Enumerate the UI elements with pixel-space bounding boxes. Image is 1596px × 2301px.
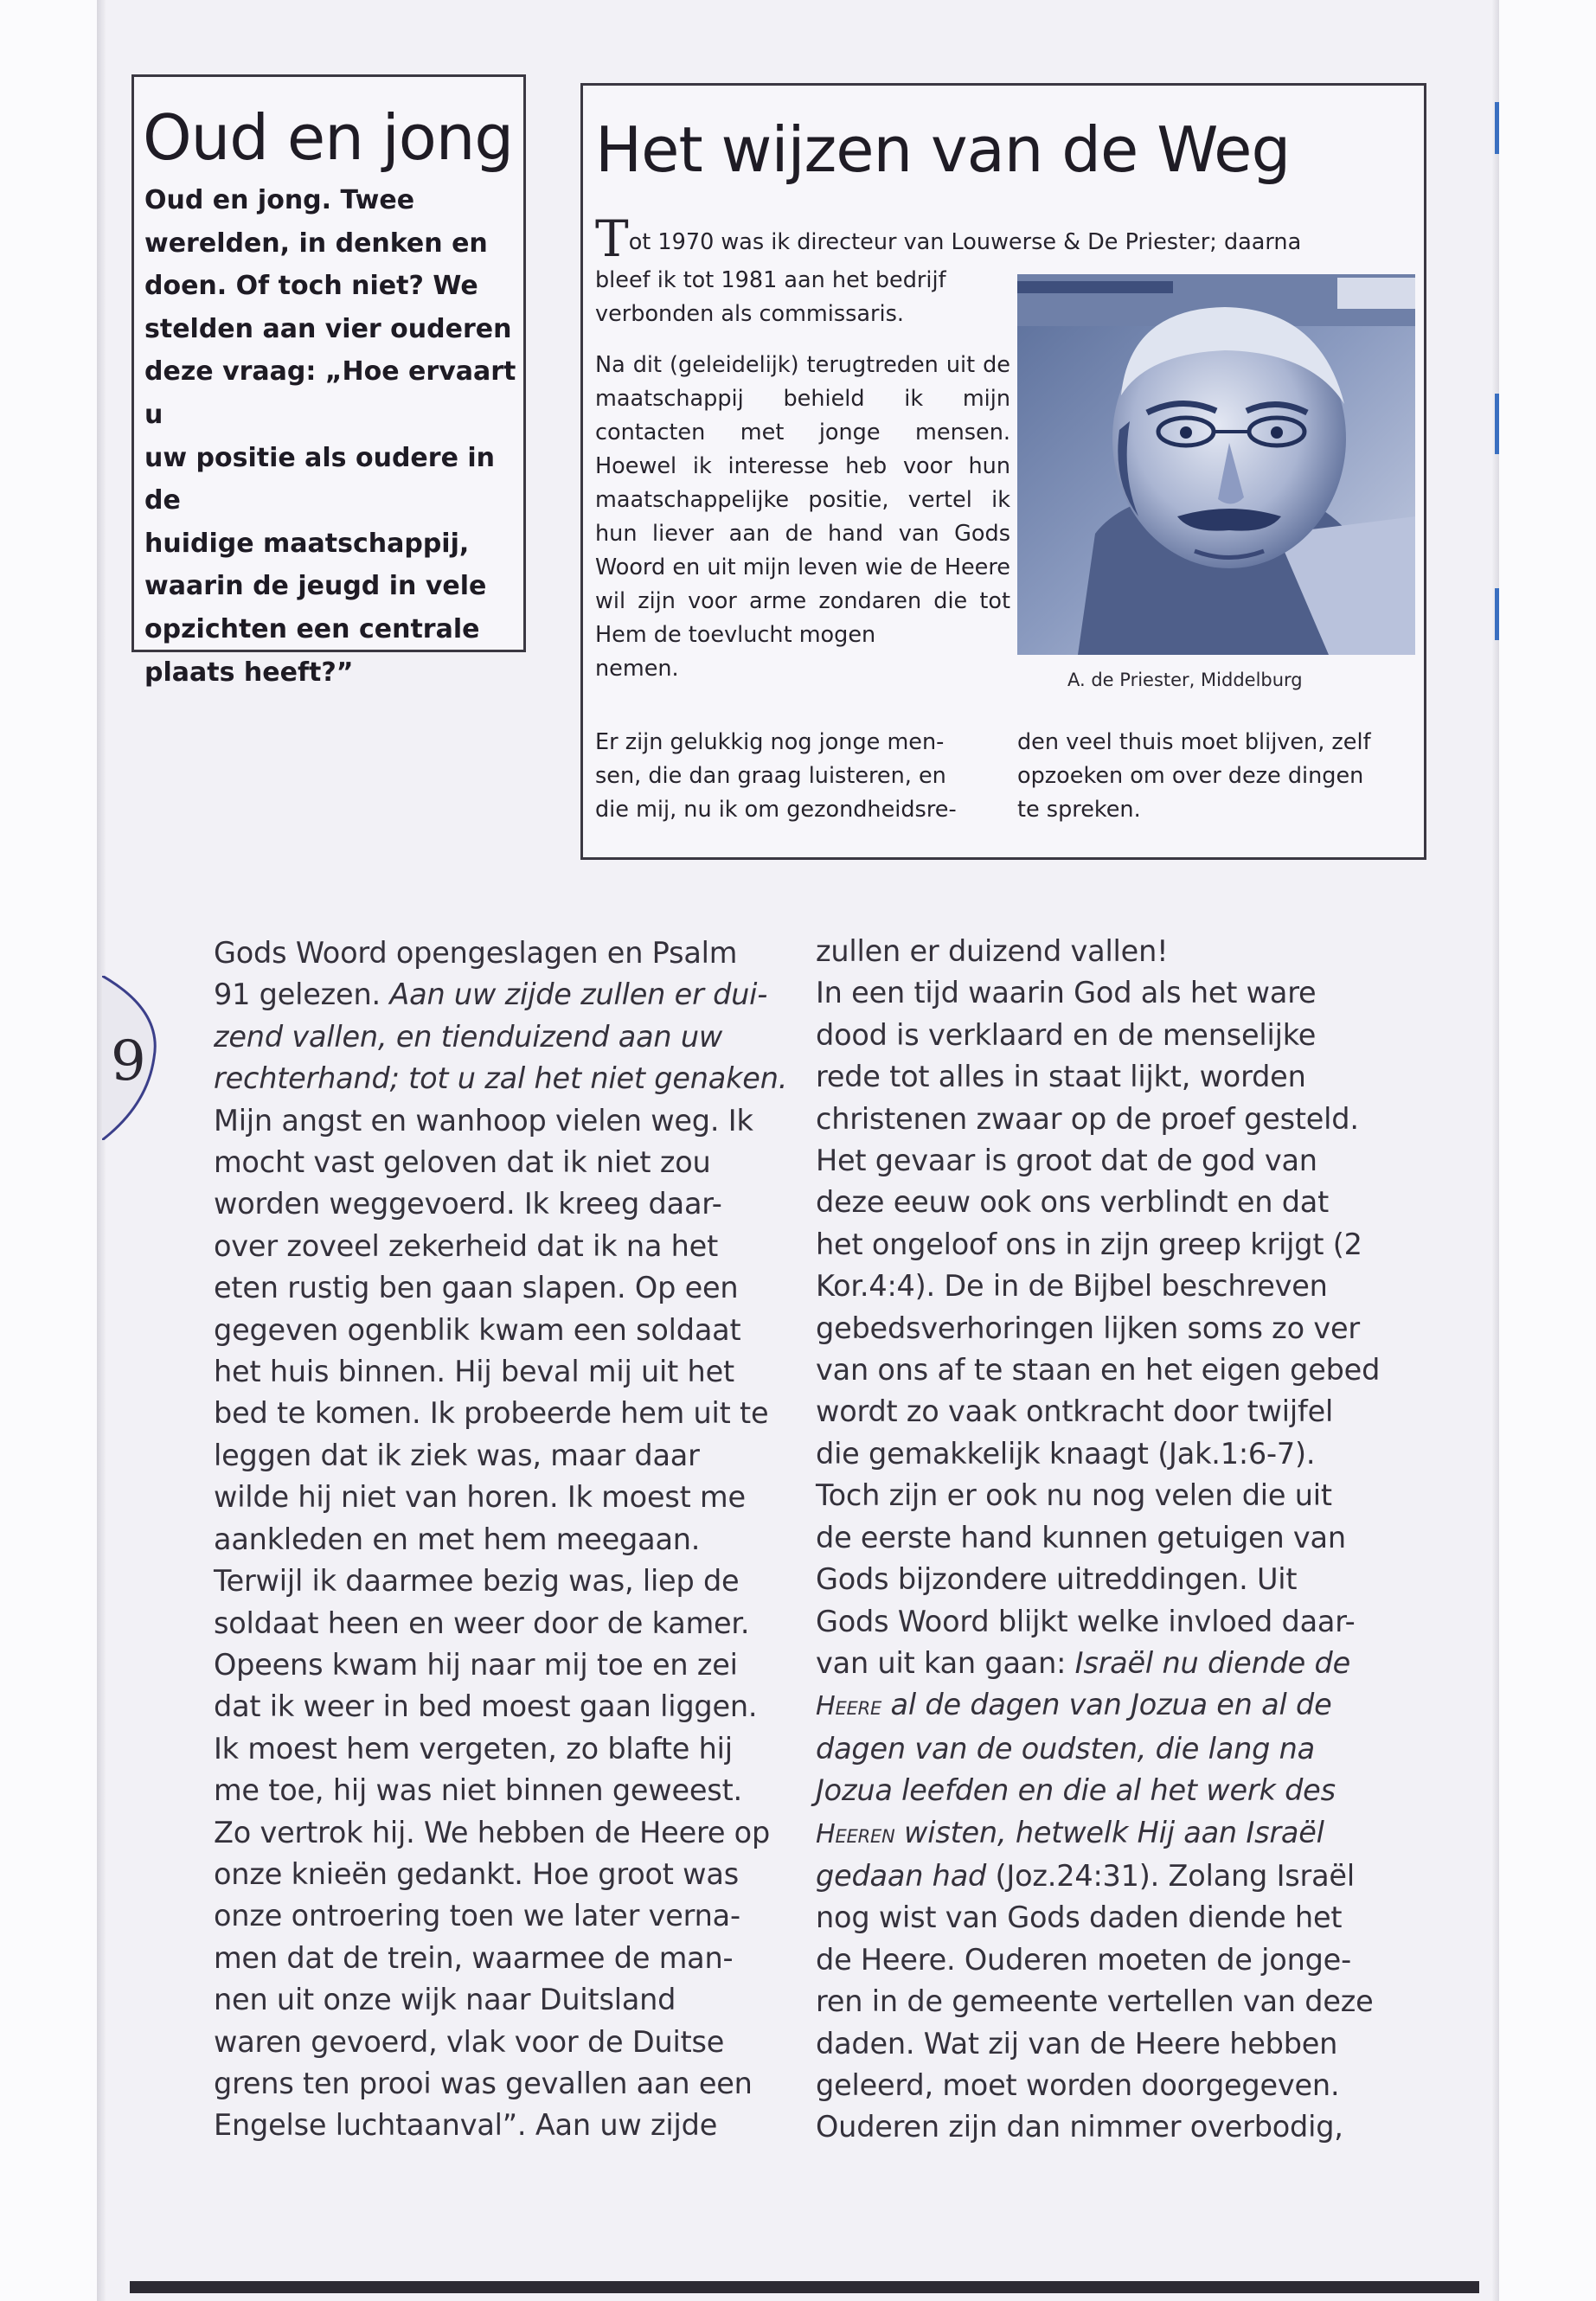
page-bottom-rule bbox=[130, 2281, 1479, 2293]
page-margin-left bbox=[0, 0, 102, 2301]
intro-text: Oud en jong. Twee werelden, in denken en doen. Of toch niet? We stelden aan vier ouderen deze vraag: „Hoe ervaart u uw positie als oudere in de huidige maatschappij, waarin de jeugd in vele opzichten een centrale plaats heeft?” bbox=[144, 185, 516, 688]
article-paragraph-1: Tot 1970 was ik directeur van Louwerse & De Priester; daarna bleef ik tot 1981 aan het bedrijf verbonden als commissaris. bbox=[595, 209, 1302, 327]
edge-tab-marker bbox=[1495, 588, 1499, 640]
intro-title: Oud en jong bbox=[143, 101, 514, 174]
scripture-quote: Aan uw zijde zullen er dui- zend vallen, en tienduizend aan uw rechterhand; tot u zal het niet genaken. bbox=[214, 977, 788, 1096]
body-column-left: Gods Woord opengeslagen en Psalm 91 gelezen. Aan uw zijde zullen er dui- zend vallen, en tienduizend aan uw rechterhand; tot u zal het niet genaken. Mijn angst en wanhoop vielen weg. Ik mocht vast geloven dat ik niet zou worden weggevoerd. Ik kreeg daar- over zoveel zekerheid dat ik na het eten rustig ben gaan slapen. Op een gegeven ogenblik kwam een soldaat het huis binnen. Hij beval mij uit het bed te komen. Ik probeerde hem uit te leggen dat ik ziek was, maar daar wilde hij niet van horen. Ik moest me aankleden en met hem meegaan. Terwijl ik daarmee bezig was, liep de soldaat heen en weer door de kamer. Opeens kwam hij naar mij toe en zei dat ik weer in bed moest gaan liggen. Ik moest hem vergeten, zo blafte hij me toe, hij was niet binnen geweest. Zo vertrok hij. We hebben de Heere op onze knieën gedankt. Hoe groot was onze ontroering toen we later verna- men dat de trein, waarmee de man- nen uit onze wijk naar Duitsland waren gevoerd, vlak voor de Duitse grens ten prooi was gevallen aan een Engelse luchtaanval”. Aan uw zijde bbox=[214, 936, 788, 2143]
scripture-quote: Israël nu diende de Heere al de dagen van Jozua en al de dagen van de oudsten, die lang na Jozua leefden en die al het werk des Heeren wisten, hetwelk Hij aan Israël gedaan had bbox=[816, 1645, 1350, 1893]
article-paragraph-3: Er zijn gelukkig nog jonge men- sen, die dan graag luisteren, en die mij, nu ik om gezondheidsre- bbox=[595, 729, 957, 823]
article-paragraph-3-cont: den veel thuis moet blijven, zelf opzoeken om over deze dingen te spreken. bbox=[1017, 729, 1371, 823]
page-number-badge bbox=[102, 976, 163, 1140]
page-margin-right bbox=[1492, 0, 1596, 2301]
drop-cap: T bbox=[595, 209, 629, 268]
body-column-right: zullen er duizend vallen! In een tijd waarin God als het ware dood is verklaard en de menselijke rede tot alles in staat lijkt, worden christenen zwaar op de proef gesteld. Het gevaar is groot dat de god van deze eeuw ook ons verblindt en dat het ongeloof ons in zijn greep krijgt (2 Kor.4:4). De in de Bijbel beschreven gebedsverhoringen lijken soms zo ver van ons af te staan en het eigen gebed wordt zo vaak ontkracht door twijfel die gemakkelijk knaagt (Jak.1:6-7). Toch zijn er ook nu nog velen die uit de eerste hand kunnen getuigen van Gods bijzondere uitreddingen. Uit Gods Woord blijkt welke invloed daar- van uit kan gaan: Israël nu diende de Heere al de dagen van Jozua en al de dagen van de oudsten, die lang na Jozua leefden en die al het werk des Heeren wisten, hetwelk Hij aan Israël gedaan had (Joz.24:31). Zolang Israël nog wist van Gods daden diende het de Heere. Ouderen moeten de jonge- ren in de gemeente vertellen van deze daden. Wat zij van de Heere hebben geleerd, moet worden doorgegeven. Ouderen zijn dan nimmer overbodig, bbox=[816, 934, 1381, 2144]
page-number: 9 bbox=[111, 1029, 146, 1093]
article-title: Het wijzen van de Weg bbox=[595, 113, 1291, 186]
portrait-photo bbox=[1017, 274, 1415, 655]
edge-tab-marker bbox=[1495, 394, 1499, 454]
intro-box bbox=[131, 74, 526, 688]
edge-tab-marker bbox=[1495, 102, 1499, 154]
article-paragraph-2: Na dit (geleidelijk) terugtreden uit de maatschappij behield ik mijn contacten met jonge mensen. Hoewel ik interesse heb voor hun maatschappelijke positie, vertel ik hun liever aan de hand van Gods Woord en uit mijn leven wie de Heere wil zijn voor arme zondaren die tot Hem de toevlucht mogen nemen. bbox=[595, 352, 1010, 682]
photo-caption: A. de Priester, Middelburg bbox=[1067, 670, 1303, 690]
article-box bbox=[580, 83, 1426, 860]
